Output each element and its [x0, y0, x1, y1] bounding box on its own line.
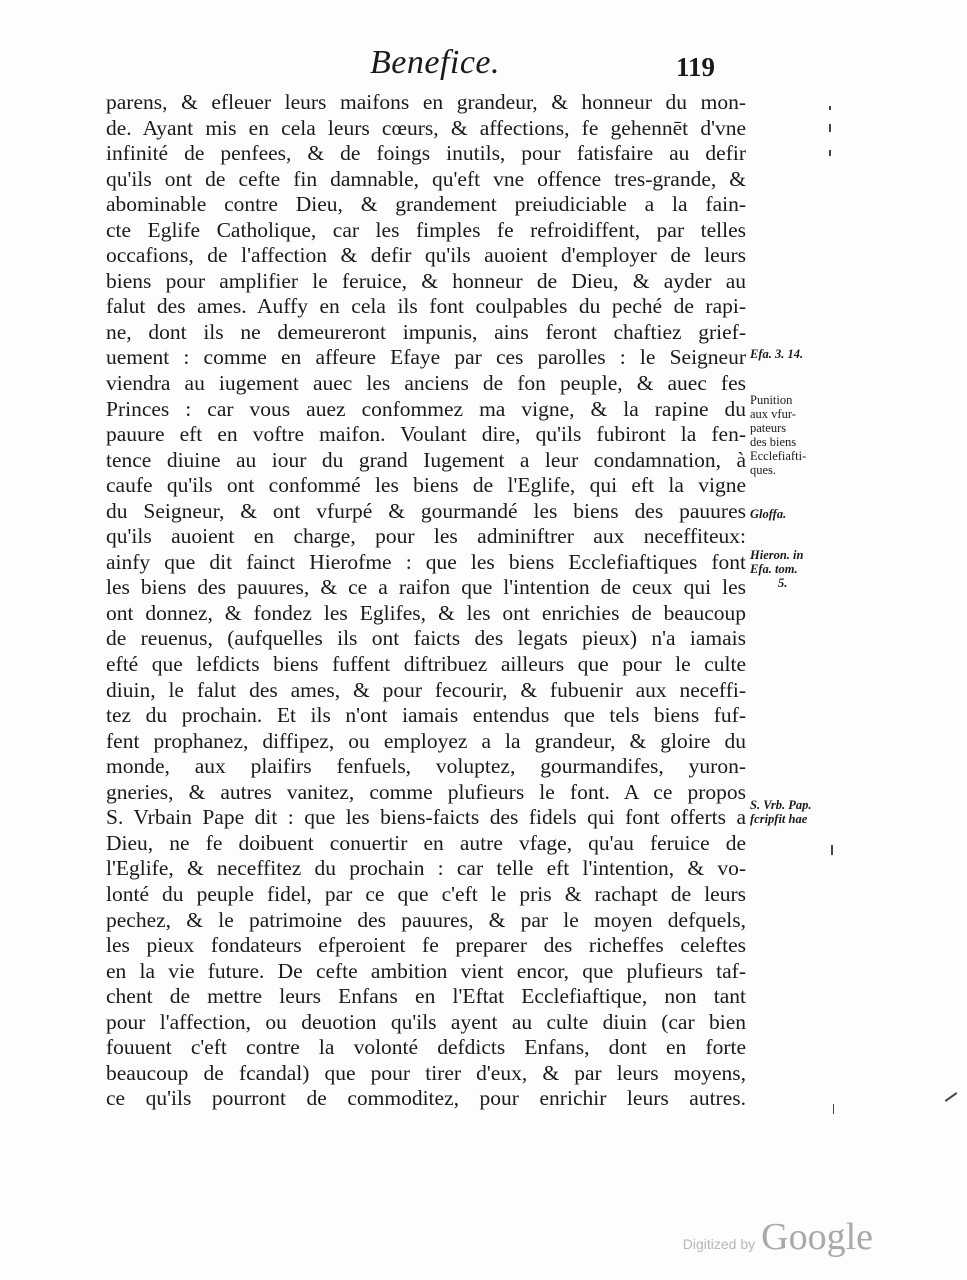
text-line: Princes : car vous auez confommez ma vigne, & la rapine du [106, 396, 746, 421]
margin-note-hieron [750, 548, 804, 590]
margin-note-line: fcripfit hae [750, 812, 808, 826]
margin-note-punition [750, 393, 806, 477]
text-line: Dieu, ne fe doibuent conuertir en autre vfage, qu'au feruice de [106, 830, 746, 855]
text-line: lonté du peuple fidel, par ce que c'eft le pris & rachapt de leurs [106, 881, 746, 906]
text-line: qu'ils ont de cefte fin damnable, qu'eft vne offence tres-grande, & [106, 166, 746, 191]
text-line: du Seigneur, & ont vfurpé & gourmandé les biens des pauures [106, 498, 746, 523]
margin-note-urbain [750, 798, 811, 826]
text-line: abominable contre Dieu, & grandement preiudiciable a la fain- [106, 192, 746, 217]
page-number: 119 [676, 52, 716, 82]
text-line: diuin, le falut des ames, & pour fecourir, & fubuenir aux neceffi- [106, 677, 746, 702]
margin-note-line: Ecclefiafti- [750, 449, 807, 463]
text-line: occafions, de l'affection & defir qu'ils auoient d'employer de leurs [106, 243, 746, 268]
scan-speck [945, 1092, 958, 1102]
text-line: infinité de penfees, & de foings inutils, pour fatisfaire au defir [106, 141, 746, 166]
text-line: ne, dont ils ne demeureront impunis, ains feront chaftiez grief- [106, 319, 746, 344]
margin-note-line: S. Vrb. Pap. [750, 798, 812, 812]
text-line: tence diuine au iour du grand Iugement a leur condamnation, à [106, 447, 746, 472]
text-line: viendra au iugement auec les anciens de fon peuple, & auec fes [106, 371, 746, 396]
margin-note-glossa [750, 507, 786, 521]
digitized-watermark [683, 1215, 873, 1259]
text-line: fent prophanez, diffipez, ou employez a la grandeur, & gloire du [106, 728, 746, 753]
scan-speck [831, 845, 833, 855]
text-line: pauure eft en voftre maifon. Voulant dire, qu'ils fubiront la fen- [106, 422, 746, 447]
text-line: ce qu'ils pourront de commoditez, pour enrichir leurs autres. [106, 1086, 746, 1111]
text-line: pour l'affection, ou deuotion qu'ils ayent au culte diuin (car bien [106, 1009, 746, 1034]
margin-note-line: 5. [778, 576, 788, 590]
text-line: ont donnez, & fondez les Eglifes, & les ont enrichies de beaucoup [106, 600, 746, 625]
margin-note-line: aux vfur- [750, 407, 796, 421]
text-line: l'Eglife, & neceffitez du prochain : car telle eft l'intention, & vo- [106, 856, 746, 881]
scan-speck [829, 124, 831, 132]
scan-speck [833, 1104, 834, 1114]
text-line: chent de mettre leurs Enfans en l'Eftat Ecclefiaftique, non tant [106, 984, 746, 1009]
scan-speck [829, 150, 831, 156]
scan-speck [829, 106, 831, 110]
text-line: les pieux fondateurs efperoient fe preparer des richeffes celeftes [106, 933, 746, 958]
text-line: tez du prochain. Et ils n'ont iamais entendus que tels biens fuf- [106, 703, 746, 728]
margin-note-line: Efa. tom. [750, 562, 798, 576]
text-line: falut des ames. Auffy en cela ils font coulpables du peché de rapi- [106, 294, 746, 319]
margin-note-line: ques. [750, 463, 777, 477]
margin-note-line: des biens [750, 435, 797, 449]
text-line: les biens des pauures, & ce a raifon que l'intention de ceux qui les [106, 575, 746, 600]
text-line: gneries, & autres vanitez, comme plufieurs le font. A ce propos [106, 779, 746, 804]
margin-note-line: Hieron. in [750, 548, 804, 562]
text-line: biens pour amplifier le feruice, & honneur de Dieu, & ayder au [106, 268, 746, 293]
text-line: ainfy que dit fainct Hierofme : que les biens Ecclefiaftiques font [106, 549, 746, 574]
text-line: qu'ils auoient en charge, pour les adminiftrer aux neceffiteux: [106, 524, 746, 549]
text-line: beaucoup de fcandal) que pour tirer d'eux, & par leurs moyens, [106, 1060, 746, 1085]
margin-note-esaie [750, 347, 803, 361]
text-line: parens, & efleuer leurs maifons en grandeur, & honneur du mon- [106, 90, 746, 114]
running-title: Benefice. [370, 44, 501, 81]
text-line: caufe qu'ils ont confommé les biens de l'Eglife, qui eft la vigne [106, 473, 746, 498]
digitized-prefix: Digitized by [682, 1236, 756, 1252]
text-line: en la vie future. De cefte ambition vient encor, que plufieurs taf- [106, 958, 746, 983]
text-line: cte Eglife Catholique, car les fimples fe refroidiffent, par telles [106, 217, 746, 242]
text-line: fouuent c'eft contre la volonté defdicts Enfans, dont en forte [106, 1035, 746, 1060]
margin-note-line: Efa. 3. 14. [750, 347, 804, 361]
text-line: monde, aux plaifirs fenfuels, voluptez, gourmandifes, yuron- [106, 754, 746, 779]
text-line: efté que lefdicts biens fuffent diftribuez ailleurs que pour le culte [106, 652, 746, 677]
text-line: S. Vrbain Pape dit : que les biens-faicts des fidels qui font offerts a [106, 805, 746, 830]
margin-note-line: Punition [750, 393, 793, 407]
text-line: de. Ayant mis en cela leurs cœurs, & affections, fe gehennēt d'vne [106, 115, 746, 140]
body-text [106, 90, 746, 1112]
text-line: uement : comme en affeure Efaye par ces parolles : le Seigneur [106, 345, 746, 370]
text-line: pechez, & le patrimoine des pauures, & par le moyen defquels, [106, 907, 746, 932]
digitized-brand: Google [761, 1216, 873, 1258]
margin-note-line: Gloffa. [750, 507, 787, 521]
text-line: de reuenus, (aufquelles ils ont faicts des legats pieux) n'a iamais [106, 626, 746, 651]
margin-note-line: pateurs [750, 421, 787, 435]
